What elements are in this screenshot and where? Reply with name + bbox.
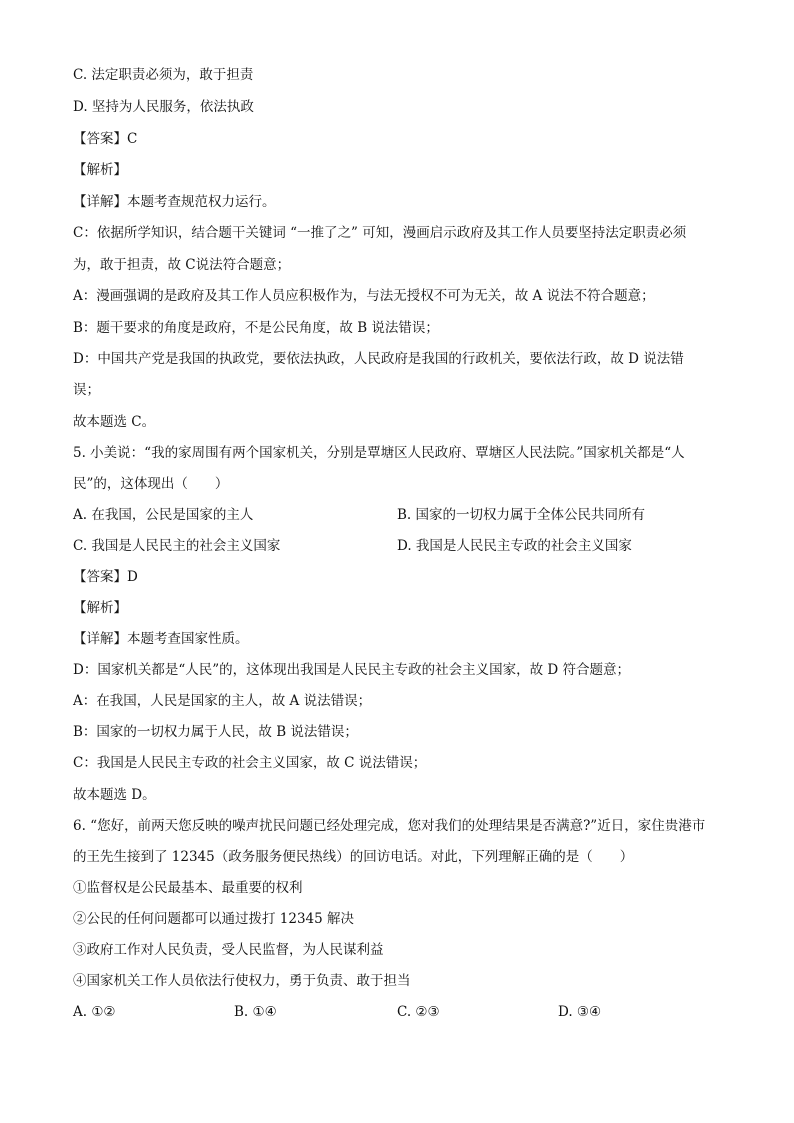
q5-analysis-label: 【解析】: [73, 600, 127, 616]
q6-option-a: A. ①②: [73, 1004, 116, 1020]
q6-item-4: ④国家机关工作人员依法行使权力，勇于负责、敢于担当: [73, 973, 411, 989]
q5-answer: 【答案】D: [73, 569, 138, 585]
q5-option-c: C. 我国是人民民主的社会主义国家: [73, 538, 281, 554]
q5-stem-line1: 5. 小美说：“我的家周围有两个国家机关，分别是覃塘区人民政府、覃塘区人民法院。”国家机关都是“人: [73, 445, 685, 461]
q6-option-d: D. ③④: [558, 1004, 602, 1020]
q4-answer: 【答案】C: [73, 131, 138, 147]
q4-option-c: C. 法定职责必须为，敢于担责: [73, 67, 254, 83]
q5-conclusion: 故本题选 D。: [73, 787, 156, 803]
q6-option-c: C. ②③: [397, 1004, 440, 1020]
q5-explain-b: B：国家的一切权力属于人民，故 B 说法错误；: [73, 724, 358, 740]
q4-explain-d-line1: D：中国共产党是我国的执政党，要依法执政，人民政府是我国的行政机关，要依法行政，故 D 说法错: [73, 351, 684, 367]
q6-option-b: B. ①④: [234, 1004, 277, 1020]
q5-detail: 【详解】本题考查国家性质。: [73, 631, 249, 647]
q5-option-b: B. 国家的一切权力属于全体公民共同所有: [397, 507, 646, 523]
q6-item-1: ①监督权是公民最基本、最重要的权利: [73, 880, 303, 896]
q5-explain-d: D：国家机关都是“人民”的，这体现出我国是人民民主专政的社会主义国家，故 D 符合题意；: [73, 662, 631, 678]
q4-explain-c-line2: 为，敢于担责，故 C说法符合题意；: [73, 257, 291, 273]
q6-item-2: ②公民的任何问题都可以通过拨打 12345 解决: [73, 911, 355, 927]
q5-explain-c: C：我国是人民民主专政的社会主义国家，故 C 说法错误；: [73, 755, 427, 771]
q6-item-3: ③政府工作对人民负责，受人民监督，为人民谋利益: [73, 942, 384, 958]
q5-option-a: A. 在我国，公民是国家的主人: [73, 507, 254, 523]
q4-option-d: D. 坚持为人民服务，依法执政: [73, 99, 254, 115]
q4-analysis-label: 【解析】: [73, 162, 127, 178]
q4-conclusion: 故本题选 C。: [73, 414, 156, 430]
q4-explain-a: A：漫画强调的是政府及其工作人员应积极作为，与法无授权不可为无关，故 A 说法不符合题意；: [73, 288, 655, 304]
q5-explain-a: A：在我国，人民是国家的主人，故 A 说法错误；: [73, 693, 372, 709]
q4-explain-c-line1: C：依据所学知识，结合题干关键词 “一推了之” 可知，漫画启示政府及其工作人员要坚持法定职责必须: [73, 225, 687, 241]
q4-explain-b: B：题干要求的角度是政府，不是公民角度，故 B 说法错误；: [73, 320, 439, 336]
q5-option-d: D. 我国是人民民主专政的社会主义国家: [397, 538, 632, 554]
q6-stem-line1: 6. “您好，前两天您反映的噪声扰民问题已经处理完成，您对我们的处理结果是否满意?”近日，家住贵港市: [73, 818, 706, 834]
q5-stem-line2: 民”的，这体现出（ ）: [73, 476, 229, 492]
q4-detail: 【详解】本题考查规范权力运行。: [73, 194, 276, 210]
q6-stem-line2: 的王先生接到了 12345（政务服务便民热线）的回访电话。对此，下列理解正确的是（ ）: [73, 849, 634, 865]
q4-explain-d-line2: 误；: [73, 382, 100, 398]
